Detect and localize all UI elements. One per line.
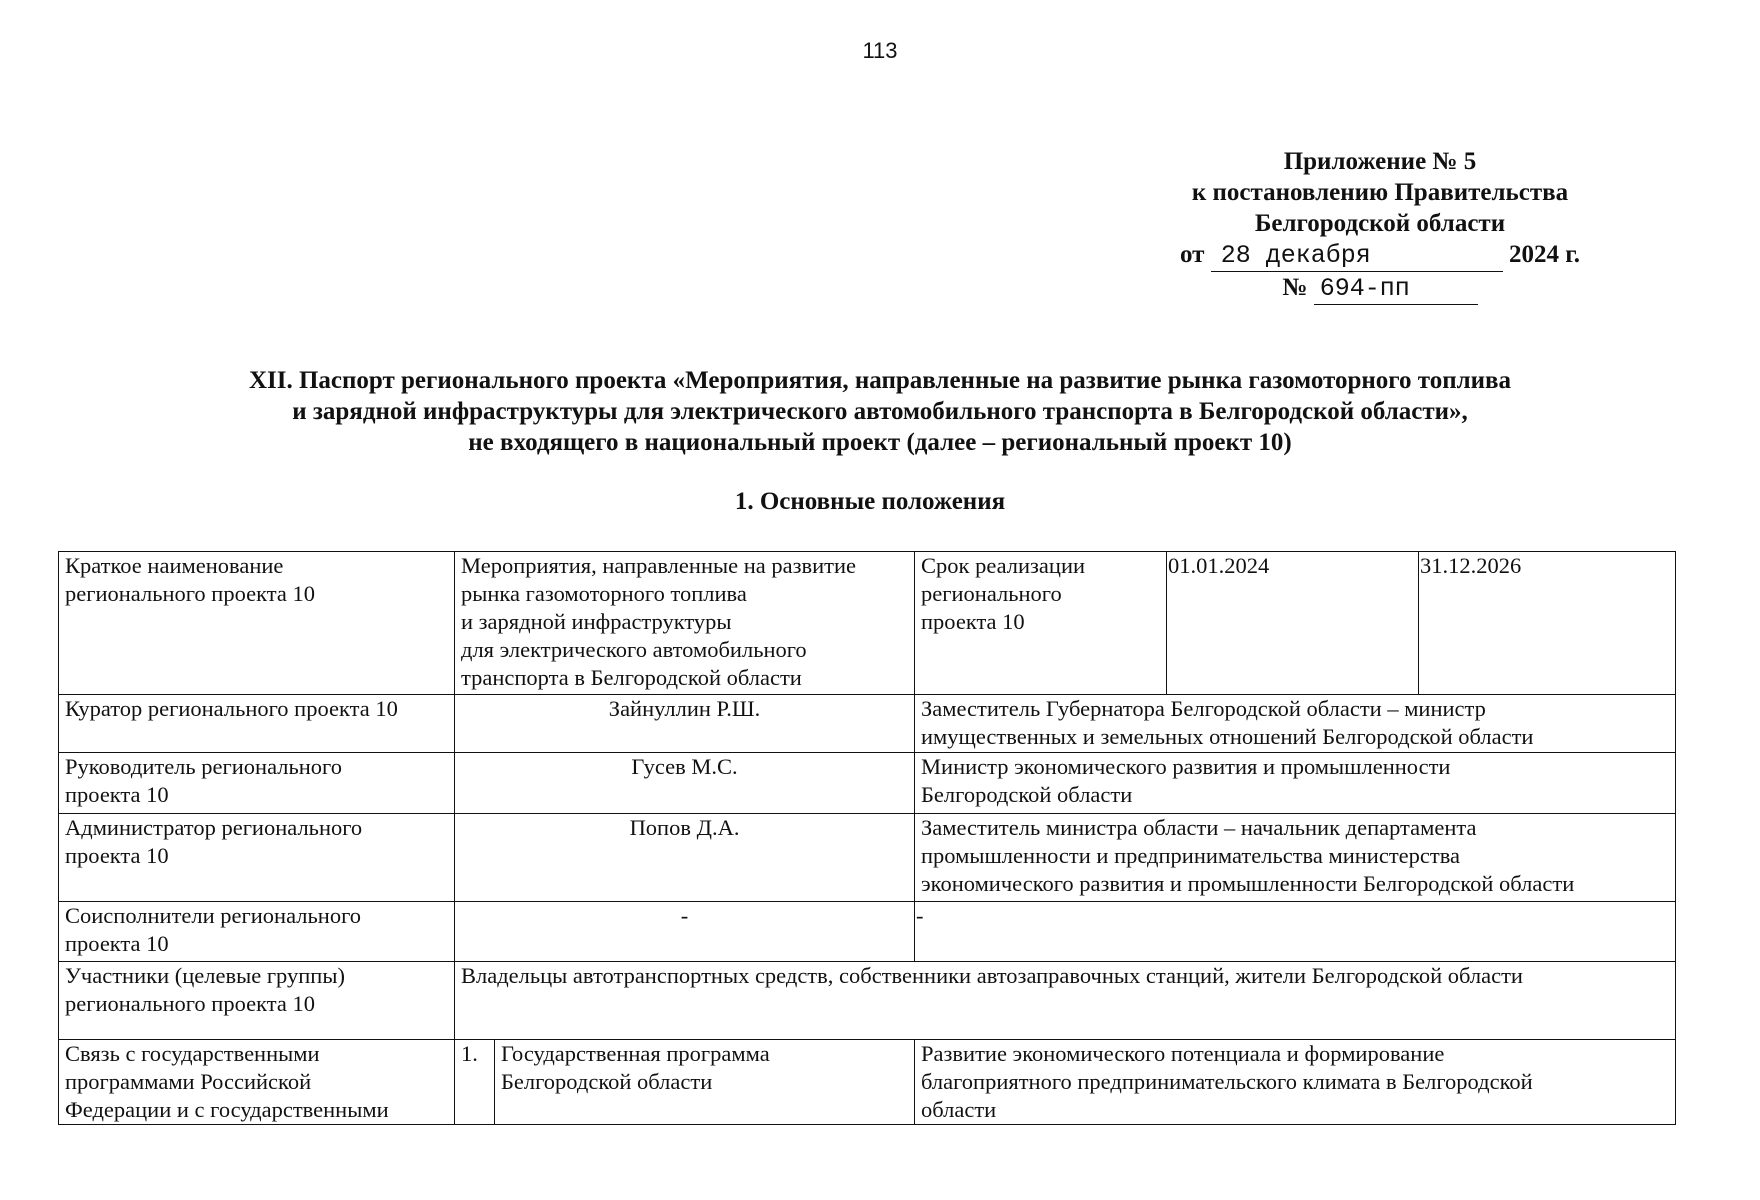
curator-label: Куратор регионального проекта 10 (59, 695, 455, 753)
curator-name: Зайнуллин Р.Ш. (455, 695, 915, 753)
appendix-resolution: к постановлению Правительства (1191, 179, 1569, 206)
head-name: Гусев М.С. (455, 753, 915, 814)
table-row (59, 814, 1676, 902)
participants-label: Участники (целевые группы) регионального проекта 10 (59, 962, 455, 1040)
table-row (59, 552, 1676, 695)
links-program: Государственная программа Белгородской области (495, 1040, 915, 1125)
head-label: Руководитель регионального проекта 10 (59, 753, 455, 814)
subsection-heading: 1. Основные положения (734, 488, 1006, 515)
page-number: 113 (862, 38, 898, 63)
participants-value: Владельцы автотранспортных средств, собственники автозаправочных станций, жители Белгородской области (455, 962, 1676, 1040)
links-program-name: Развитие экономического потенциала и формирование благоприятного предпринимательского климата в Белгородской области (915, 1040, 1676, 1125)
number-prefix: № (1282, 274, 1308, 301)
appendix-region: Белгородской области (1254, 210, 1506, 237)
period-end: 31.12.2026 (1419, 552, 1676, 695)
table-row (59, 1040, 1676, 1125)
date-prefix: от (1180, 241, 1205, 268)
heading-line-1: XII. Паспорт регионального проекта «Мероприятия, направленные на развитие рынка газомоторного топлива (248, 367, 1512, 394)
admin-label: Администратор регионального проекта 10 (59, 814, 455, 902)
curator-position: Заместитель Губернатора Белгородской области – министр имущественных и земельных отношений Белгородской области (915, 695, 1676, 753)
heading-line-3: не входящего в национальный проект (далее – региональный проект 10) (468, 429, 1292, 456)
coexec-position: - (915, 902, 1676, 962)
date-value: 28 декабря (1211, 240, 1503, 272)
short-name-label: Краткое наименование регионального проекта 10 (59, 552, 455, 695)
table-row (59, 902, 1676, 962)
period-label: Срок реализации регионального проекта 10 (915, 552, 1167, 695)
appendix-date-line (1140, 239, 1620, 272)
section-heading (0, 365, 1760, 458)
links-number: 1. (455, 1040, 495, 1125)
table-row (59, 695, 1676, 753)
date-suffix: 2024 г. (1508, 241, 1580, 268)
period-start: 01.01.2024 (1167, 552, 1419, 695)
heading-line-2: и зарядной инфраструктуры для электрического автомобильного транспорта в Белгородской области», (292, 398, 1468, 425)
appendix-block (1140, 146, 1620, 305)
links-label: Связь с государственными программами Российской Федерации и с государственными (59, 1040, 455, 1125)
main-provisions-table (58, 551, 1676, 1125)
head-position: Министр экономического развития и промышленности Белгородской области (915, 753, 1676, 814)
appendix-title: Приложение № 5 (1283, 148, 1477, 175)
appendix-number-line (1140, 272, 1620, 305)
number-value: 694-пп (1314, 273, 1478, 305)
coexec-name: - (455, 902, 915, 962)
coexec-label: Соисполнители регионального проекта 10 (59, 902, 455, 962)
table-row (59, 962, 1676, 1040)
short-name-value: Мероприятия, направленные на развитие рынка газомоторного топлива и зарядной инфраструктуры для электрического автомобильного транспорта в Белгородской области (455, 552, 915, 695)
admin-name: Попов Д.А. (455, 814, 915, 902)
admin-position: Заместитель министра области – начальник департамента промышленности и предпринимательства министерства экономического развития и промышленности Белгородской области (915, 814, 1676, 902)
table-row (59, 753, 1676, 814)
